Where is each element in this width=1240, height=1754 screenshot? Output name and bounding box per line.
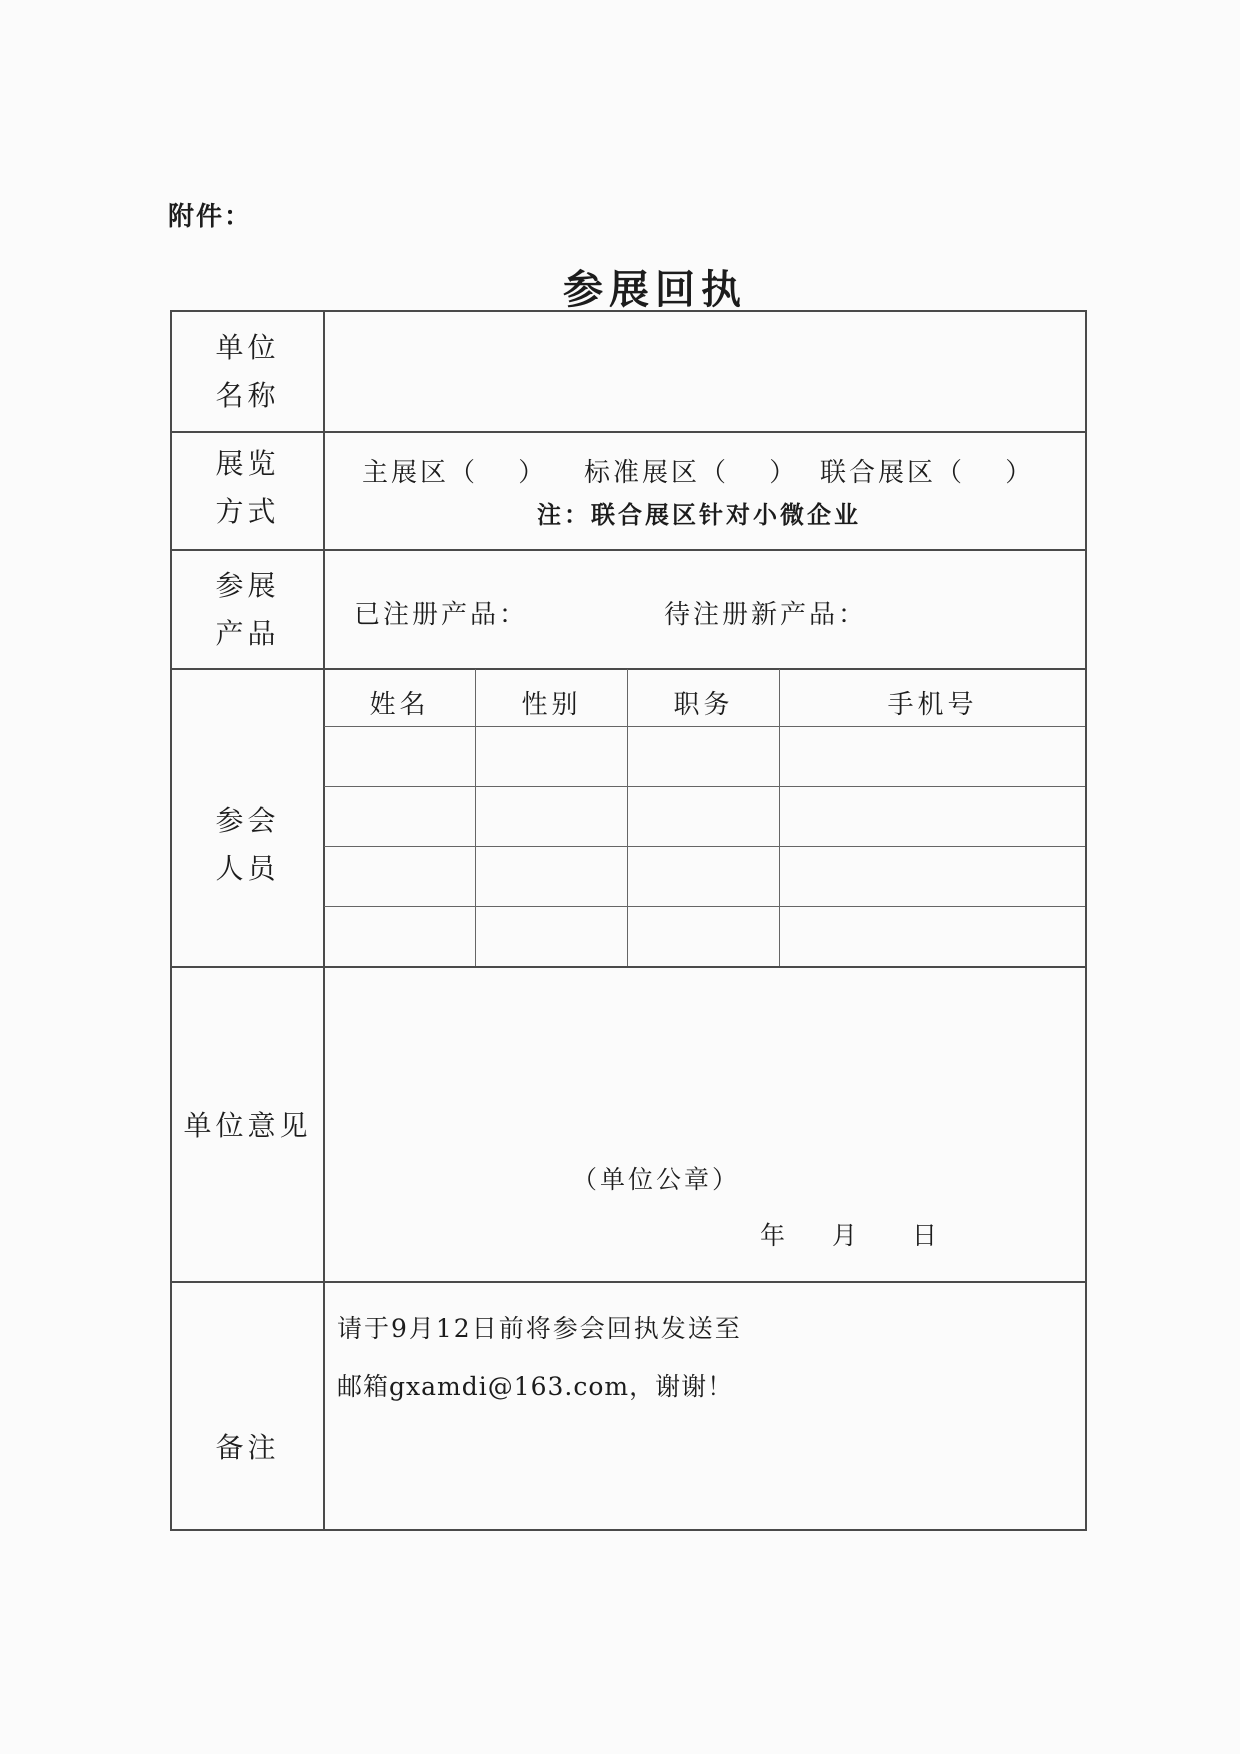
remarks-line1: 请于9月12日前将参会回执发送至 (337, 1314, 742, 1343)
option-joint-hall[interactable]: 联合展区（ ） (820, 458, 1035, 488)
attendees-label-line1: 参会 (215, 804, 280, 837)
products-label-line2: 产品 (215, 617, 280, 650)
attendee-row-divider (324, 906, 1085, 907)
unit-name-label-line2: 名称 (215, 379, 280, 412)
attendees-label (172, 797, 323, 893)
date-day-label: 日 (912, 1221, 941, 1250)
attendee-header-divider (324, 726, 1085, 727)
exhibit-mode-note: 注：联合展区针对小微企业 (537, 500, 861, 529)
divider-attendees (172, 966, 1085, 968)
option-standard-hall[interactable]: 标准展区（ ） (584, 458, 799, 488)
unit-name-label (172, 324, 323, 420)
pending-products-label: 待注册新产品： (664, 600, 868, 630)
attendee-row-divider (324, 846, 1085, 847)
remarks-line2: 邮箱gxamdi@163.com，谢谢！ (337, 1372, 734, 1401)
unit-name-field[interactable] (325, 312, 1085, 430)
column-header-gender: 性别 (521, 690, 582, 720)
option-main-hall[interactable]: 主展区（ ） (362, 458, 548, 488)
exhibit-mode-label (172, 440, 323, 536)
receipt-form (170, 310, 1087, 1531)
unit-seal-label: （单位公章） (572, 1165, 741, 1194)
column-header-name: 姓名 (369, 690, 430, 720)
date-month-label: 月 (832, 1221, 861, 1250)
attachment-label: 附件： (168, 202, 253, 232)
remarks-label: 备注 (215, 1431, 280, 1464)
opinion-label: 单位意见 (183, 1109, 312, 1142)
document-title: 参展回执 (563, 266, 747, 313)
exhibit-mode-label-line2: 方式 (215, 495, 280, 528)
unit-name-label-line1: 单位 (215, 331, 280, 364)
attendee-row-divider (324, 786, 1085, 787)
column-header-phone: 手机号 (887, 690, 978, 720)
date-year-label: 年 (760, 1221, 789, 1250)
divider-unit-name (172, 431, 1085, 433)
divider-products (172, 668, 1085, 670)
label-column-divider (323, 312, 325, 1529)
divider-opinion (172, 1281, 1085, 1283)
exhibit-mode-label-line1: 展览 (215, 447, 280, 480)
products-label-line1: 参展 (215, 569, 280, 602)
products-label (172, 562, 323, 658)
divider-exhibit-mode (172, 549, 1085, 551)
column-header-position: 职务 (673, 690, 734, 720)
attendees-label-line2: 人员 (215, 852, 280, 885)
registered-products-label: 已注册产品： (354, 600, 529, 630)
